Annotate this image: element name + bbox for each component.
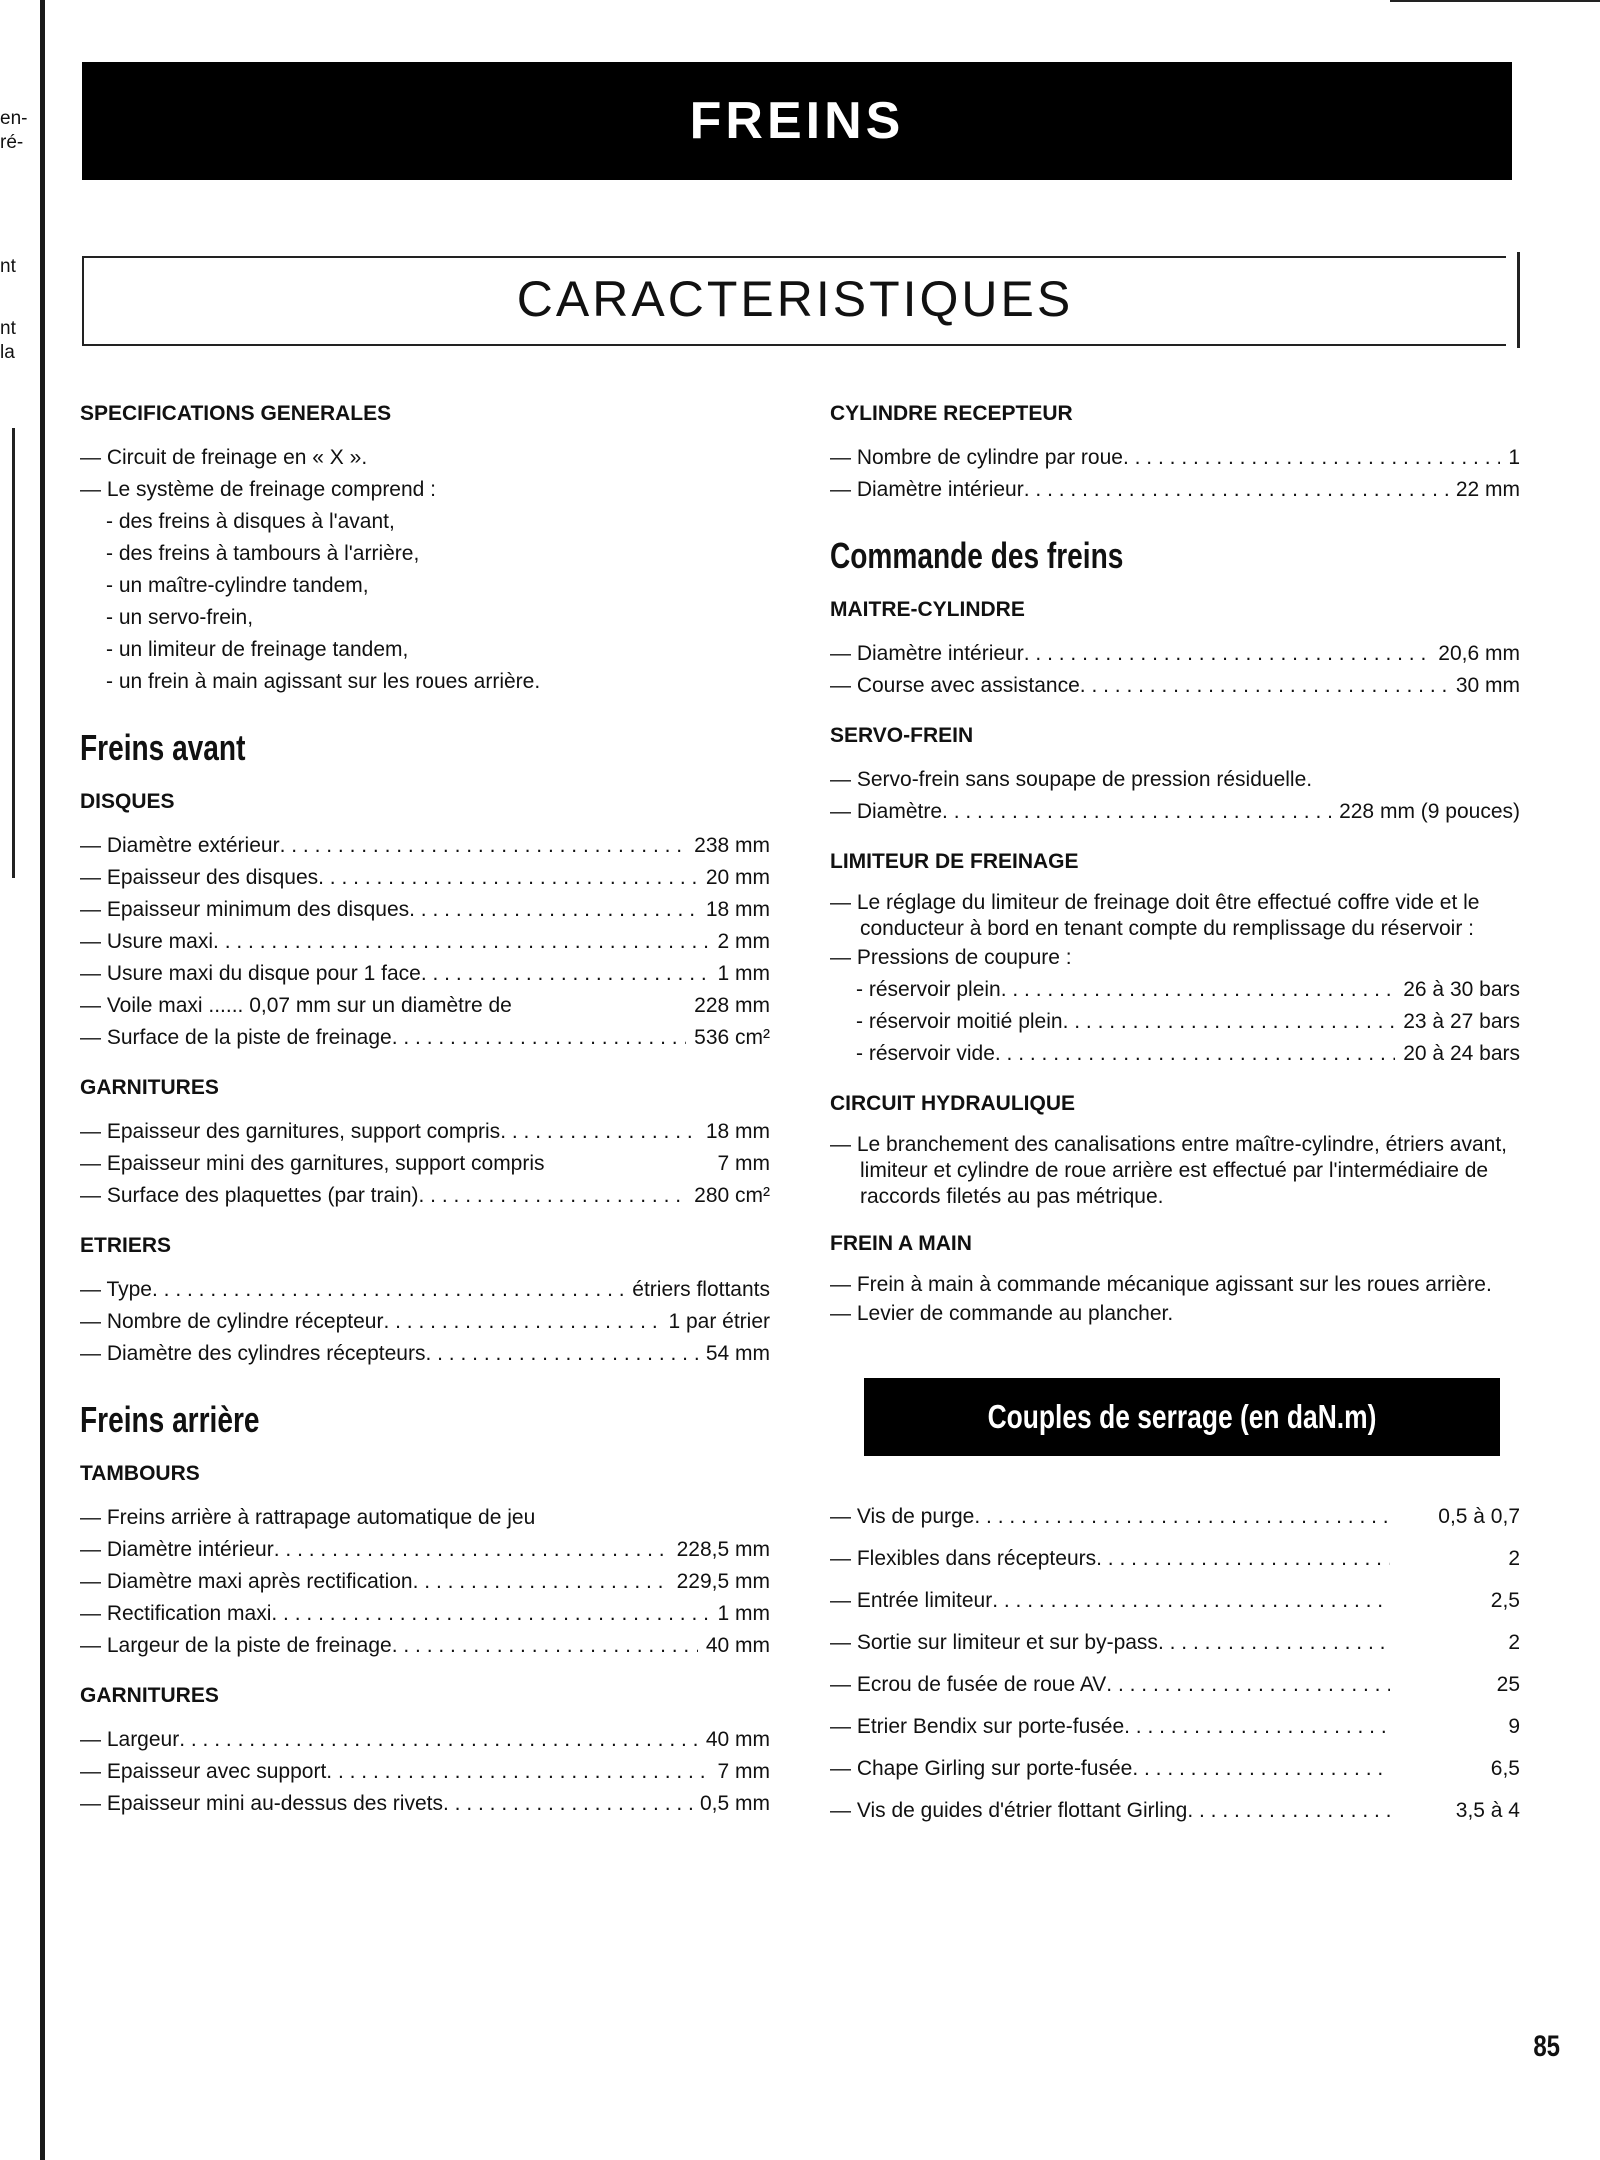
- spec-row: — Diamètre des cylindres récepteurs . . . 54 mm: [80, 1338, 770, 1370]
- heading-garnitures-ar: GARNITURES: [80, 1684, 219, 1707]
- spec-row: — Diamètre maxi après rectification . . . 229,5 mm: [80, 1566, 770, 1598]
- torque-banner: [864, 1378, 1500, 1456]
- binding-edge: [40, 0, 45, 2160]
- spec-row: — Diamètre intérieur . . . 22 mm: [830, 474, 1520, 506]
- spec-row: — Voile maxi ...... 0,07 mm sur un diamètre de 228 mm: [80, 994, 770, 1017]
- heading-tambours: TAMBOURS: [80, 1462, 200, 1485]
- spec-row: — Epaisseur avec support . . . 7 mm: [80, 1756, 770, 1788]
- heading-maitre: MAITRE-CYLINDRE: [830, 598, 1025, 621]
- spec-row: — Nombre de cylindre par roue . . . 1: [830, 442, 1520, 474]
- spec-row: — Epaisseur des garnitures, support compris . . . 18 mm: [80, 1116, 770, 1148]
- list-item: - un maître-cylindre tandem,: [106, 574, 369, 597]
- left-column: [80, 380, 770, 1820]
- text-paragraph: — Le branchement des canalisations entre maître-cylindre, étriers avant, limiteur et cylindre de roue arrière est effectué par l'intermédiaire de raccords filetés au pas métrique.: [830, 1133, 1507, 1208]
- torque-row: — Vis de purge . . . 0,5 à 0,7: [830, 1496, 1520, 1538]
- spec-row: — Surface des plaquettes (par train) . . . 280 cm²: [80, 1180, 770, 1212]
- section-title: CARACTERISTIQUES: [516, 271, 1074, 327]
- box-end-rule: [1517, 252, 1520, 348]
- torque-row: — Entrée limiteur . . . 2,5: [830, 1580, 1520, 1622]
- list-item: - un limiteur de freinage tandem,: [106, 638, 409, 661]
- page-number: 85: [1533, 2030, 1561, 2063]
- list-item: - des freins à disques à l'avant,: [106, 510, 395, 533]
- list-item: - un frein à main agissant sur les roues arrière.: [106, 670, 541, 693]
- spec-row: — Largeur de la piste de freinage . . . 40 mm: [80, 1630, 770, 1662]
- spec-row: - réservoir vide . . . 20 à 24 bars: [830, 1038, 1520, 1070]
- list-item: - des freins à tambours à l'arrière,: [106, 542, 420, 565]
- top-rule: [1390, 0, 1600, 2]
- section-title-box: [82, 256, 1506, 346]
- torque-row: — Vis de guides d'étrier flottant Girling . . . 3,5 à 4: [830, 1790, 1520, 1832]
- spec-row: — Epaisseur des disques . . . 20 mm: [80, 862, 770, 894]
- heading-disques: DISQUES: [80, 790, 175, 813]
- heading-servo: SERVO-FREIN: [830, 724, 974, 747]
- spec-row: - réservoir moitié plein . . . 23 à 27 bars: [830, 1006, 1520, 1038]
- text-line: — Servo-frein sans soupape de pression résiduelle.: [830, 768, 1313, 791]
- section-heading-front: Freins avant: [80, 727, 246, 768]
- torque-row: — Chape Girling sur porte-fusée . . . 6,5: [830, 1748, 1520, 1790]
- heading-circuit: CIRCUIT HYDRAULIQUE: [830, 1092, 1075, 1115]
- chapter-banner: [82, 62, 1512, 180]
- spec-row: — Rectification maxi . . . 1 mm: [80, 1598, 770, 1630]
- heading-frein-main: FREIN A MAIN: [830, 1232, 972, 1255]
- spec-row: — Type . . . étriers flottants: [80, 1274, 770, 1306]
- margin-fragment: en-: [0, 108, 28, 129]
- text-paragraph: — Frein à main à commande mécanique agissant sur les roues arrière.: [830, 1273, 1492, 1296]
- heading-garnitures-av: GARNITURES: [80, 1076, 219, 1099]
- spec-row: — Diamètre . . . 228 mm (9 pouces): [830, 796, 1520, 828]
- spec-row: — Diamètre intérieur . . . 20,6 mm: [830, 638, 1520, 670]
- spec-row: — Epaisseur mini au-dessus des rivets . . . 0,5 mm: [80, 1788, 770, 1820]
- spec-row: - réservoir plein . . . 26 à 30 bars: [830, 974, 1520, 1006]
- text-line: — Pressions de coupure :: [830, 946, 1072, 969]
- right-column: [830, 380, 1520, 1832]
- chapter-title: FREINS: [689, 92, 905, 150]
- section-heading-rear: Freins arrière: [80, 1399, 260, 1440]
- list-item: - un servo-frein,: [106, 606, 254, 629]
- torque-row: — Ecrou de fusée de roue AV . . . 25: [830, 1664, 1520, 1706]
- heading-recepteur: CYLINDRE RECEPTEUR: [830, 402, 1073, 425]
- spec-row: — Course avec assistance . . . 30 mm: [830, 670, 1520, 702]
- margin-fragment: ré-: [0, 132, 24, 153]
- spec-row: — Usure maxi . . . 2 mm: [80, 926, 770, 958]
- spec-row: — Diamètre intérieur . . . 228,5 mm: [80, 1534, 770, 1566]
- text-line: — Levier de commande au plancher.: [830, 1302, 1174, 1325]
- text-line: — Circuit de freinage en « X ».: [80, 446, 368, 469]
- heading-limiteur: LIMITEUR DE FREINAGE: [830, 850, 1079, 873]
- spec-row: — Diamètre extérieur . . . 238 mm: [80, 830, 770, 862]
- text-paragraph: — Le réglage du limiteur de freinage doit être effectué coffre vide et le conducteur à bord en tenant compte du remplissage du réservoir :: [830, 891, 1480, 940]
- torque-row: — Sortie sur limiteur et sur by-pass . . . 2: [830, 1622, 1520, 1664]
- spec-row: — Epaisseur minimum des disques . . . 18 mm: [80, 894, 770, 926]
- spec-row: — Surface de la piste de freinage . . . 536 cm²: [80, 1022, 770, 1054]
- torque-title: Couples de serrage (en daN.m): [987, 1398, 1377, 1435]
- margin-fragment: la: [0, 342, 15, 363]
- margin-bracket: [0, 428, 15, 878]
- spec-row: — Nombre de cylindre récepteur . . . 1 par étrier: [80, 1306, 770, 1338]
- text-line: — Freins arrière à rattrapage automatique de jeu: [80, 1506, 536, 1529]
- heading-etriers: ETRIERS: [80, 1234, 172, 1257]
- section-heading-command: Commande des freins: [830, 535, 1124, 576]
- spec-row: — Usure maxi du disque pour 1 face . . . 1 mm: [80, 958, 770, 990]
- torque-row: — Flexibles dans récepteurs . . . 2: [830, 1538, 1520, 1580]
- spec-row: — Epaisseur mini des garnitures, support compris 7 mm: [80, 1152, 770, 1175]
- heading-general: SPECIFICATIONS GENERALES: [80, 402, 392, 425]
- margin-fragment: nt: [0, 318, 16, 339]
- spec-row: — Largeur . . . 40 mm: [80, 1724, 770, 1756]
- margin-fragment: nt: [0, 256, 16, 277]
- torque-row: — Etrier Bendix sur porte-fusée . . . 9: [830, 1706, 1520, 1748]
- text-line: — Le système de freinage comprend :: [80, 478, 437, 501]
